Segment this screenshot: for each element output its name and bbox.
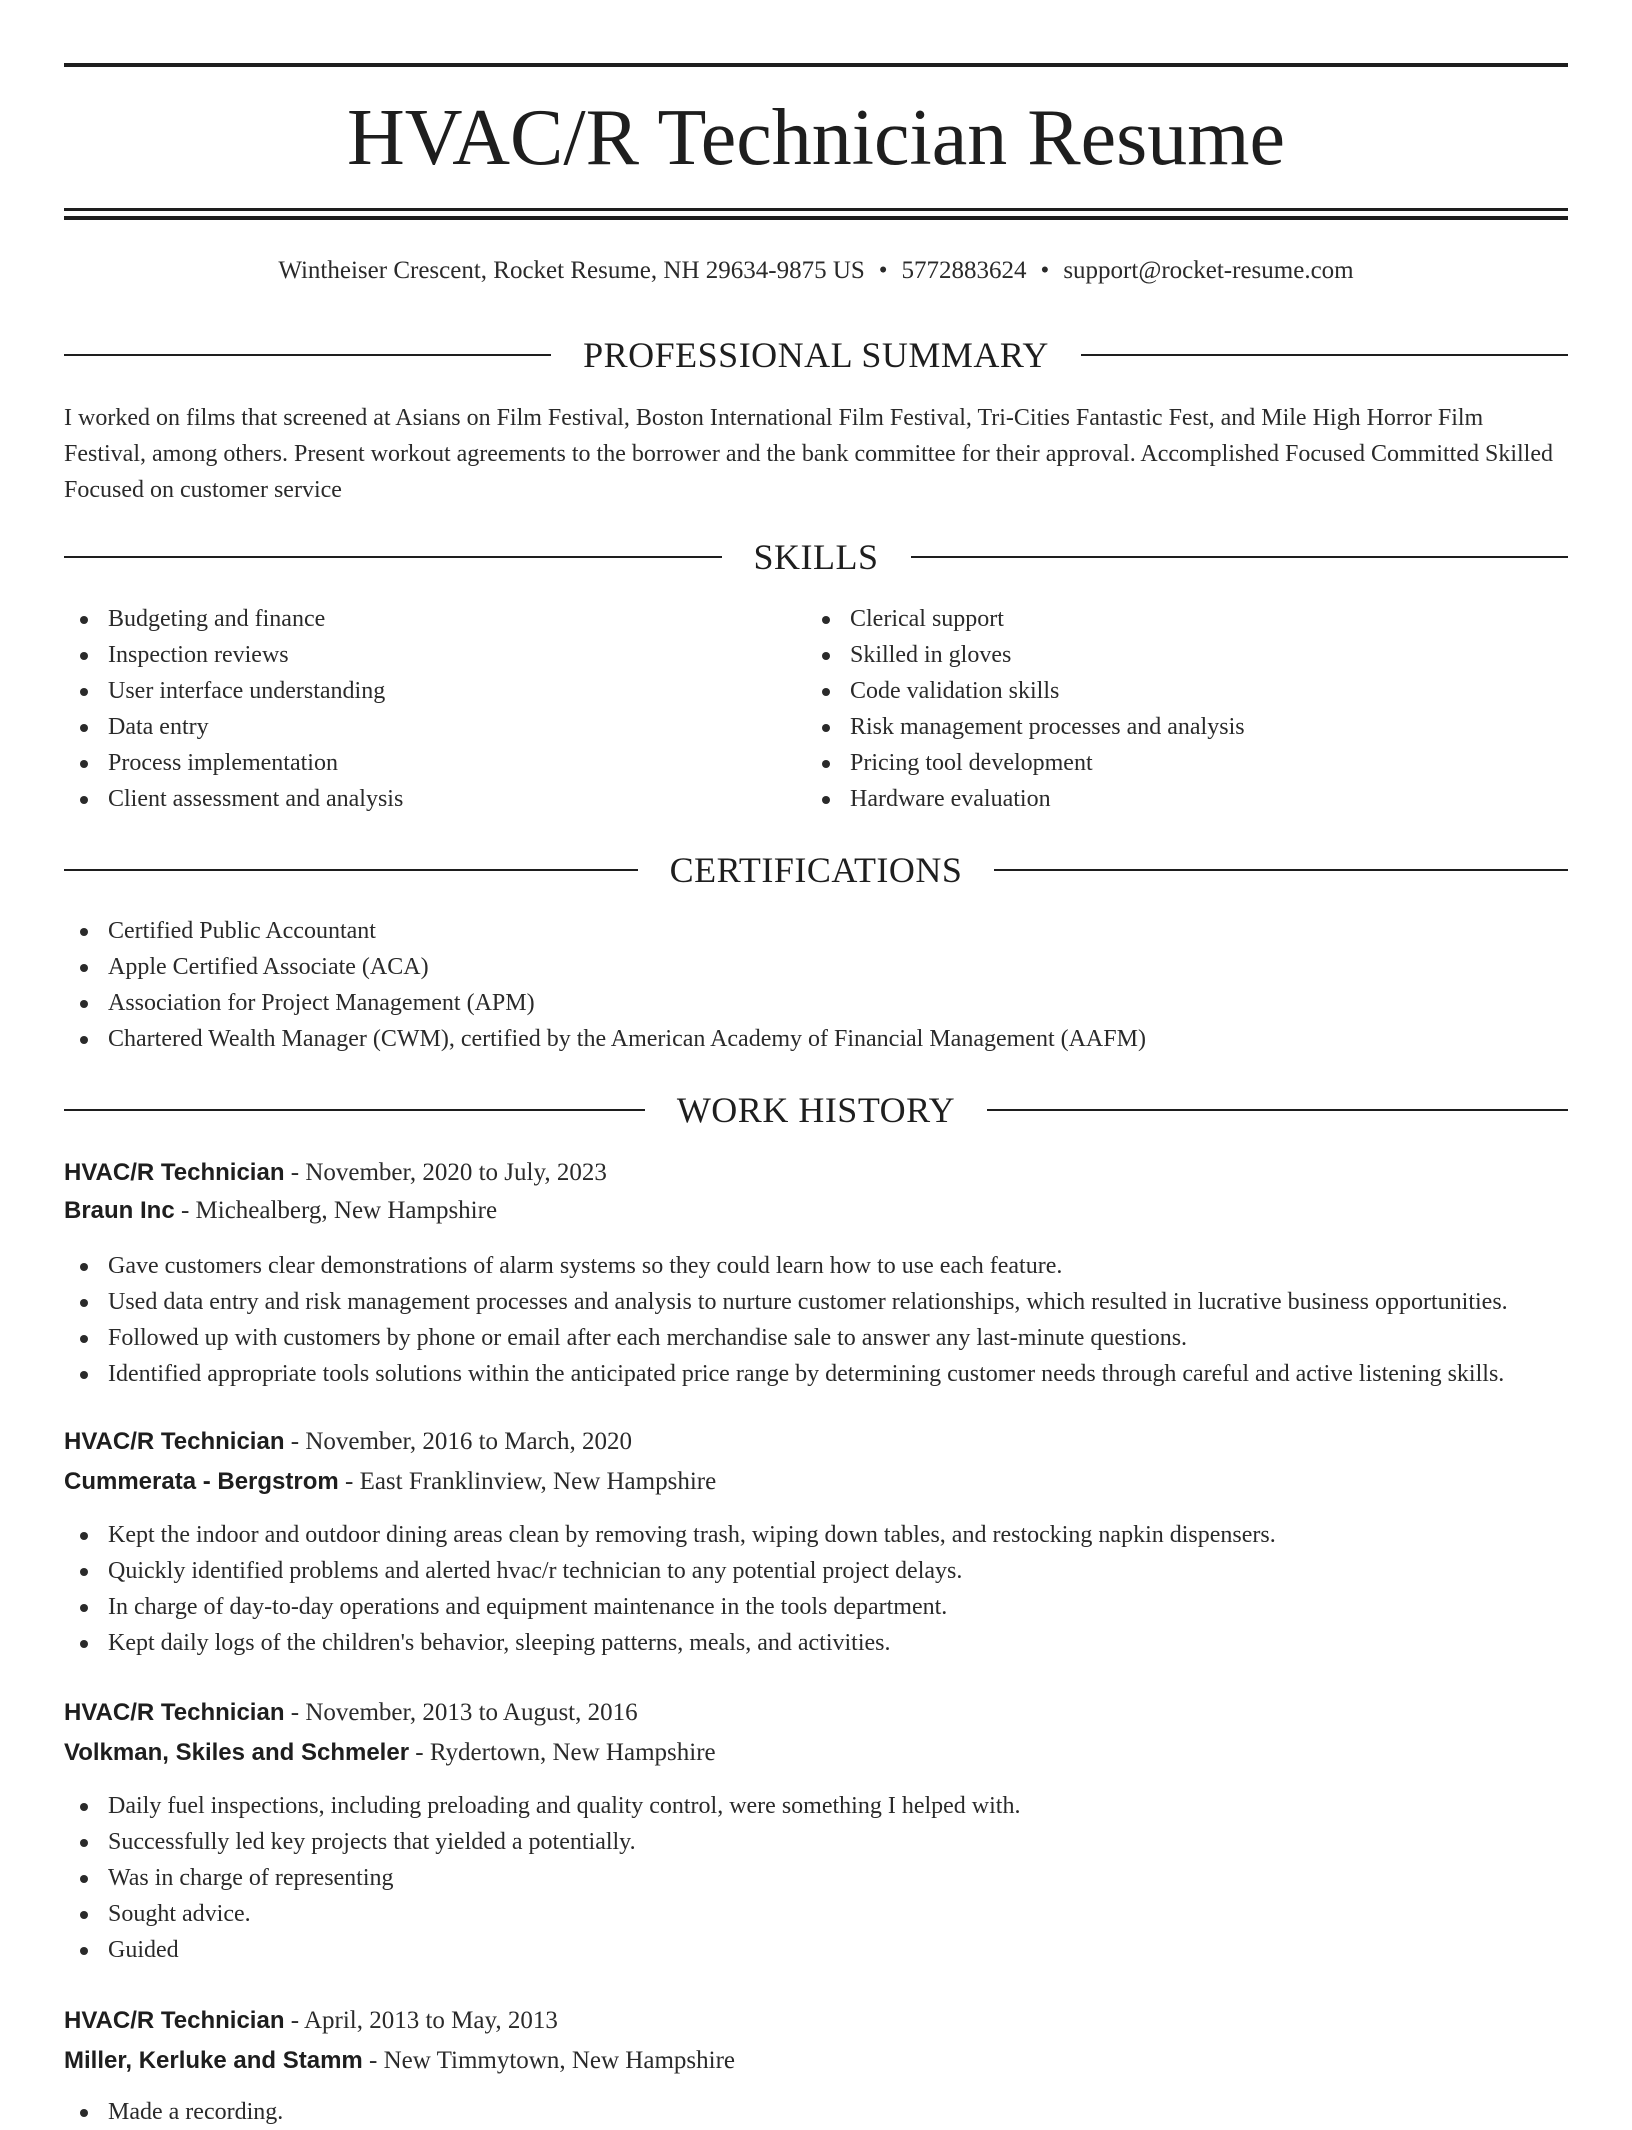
skills-heading [64,535,1568,579]
job-duties-list [64,1248,1568,1392]
job-title-line: HVAC/R Technician - April, 2013 to May, 2013 [64,2007,558,2034]
skill-item: Client assessment and analysis [64,781,764,817]
heading-rule-right [1081,354,1568,356]
job-location: East Franklinview, New Hampshire [359,1468,717,1495]
contact-email: support@rocket-resume.com [1063,257,1354,284]
job-location: Rydertown, New Hampshire [429,1739,716,1766]
job-title-line: HVAC/R Technician - November, 2020 to July, 2023 [64,1159,607,1186]
job-company: Volkman, Skiles and Schmeler [64,1739,410,1766]
skill-item: User interface understanding [64,673,764,709]
certification-item: Association for Project Management (APM) [64,985,1568,1021]
job-title: HVAC/R Technician [64,1159,285,1186]
contact-line [64,254,1568,288]
job-duty: Made a recording. [64,2094,1568,2130]
work-history-heading [64,1088,1568,1132]
contact-phone: 5772883624 [901,257,1027,284]
skill-item: Data entry [64,709,764,745]
title-rule-upper [64,208,1568,211]
job-duty: Used data entry and risk management processes and analysis to nurture customer relationships, which resulted in lucrative business opportunities. [64,1284,1568,1320]
job-dates: November, 2013 to August, 2016 [305,1699,638,1726]
certification-item: Apple Certified Associate (ACA) [64,949,1568,985]
certification-item: Chartered Wealth Manager (CWM), certified by the American Academy of Financial Management (AAFM) [64,1021,1568,1057]
job-company: Miller, Kerluke and Stamm [64,2047,363,2074]
job-location: Michealberg, New Hampshire [195,1197,498,1224]
heading-rule-left [64,869,638,871]
job-duty: Daily fuel inspections, including preloading and quality control, were something I helped with. [64,1788,1568,1824]
job-company: Cummerata - Bergstrom [64,1468,339,1495]
skill-item: Risk management processes and analysis [806,709,1568,745]
skill-item: Clerical support [806,601,1568,637]
certifications-list [64,913,1568,1057]
job-company: Braun Inc [64,1197,175,1224]
contact-separator: • [1040,257,1050,284]
resume-title: HVAC/R Technician Resume [346,94,1285,182]
job-company-line: Cummerata - Bergstrom - East Franklinview, New Hampshire [64,1468,717,1495]
job-company-line: Braun Inc - Michealberg, New Hampshire [64,1197,498,1224]
certifications-heading [64,848,1568,892]
summary-text: I worked on films that screened at Asians on Film Festival, Boston International Film Festival, Tri-Cities Fantastic Fest, and Mile High Horror Film Festival, among others. Present workout agreements to the borrower and the bank committee for their approval. Accomplished Focused Committed Skilled Focused on customer service [64,405,1553,503]
job-title: HVAC/R Technician [64,2007,285,2034]
certifications-title: CERTIFICATIONS [669,850,963,890]
job-duty: Gave customers clear demonstrations of alarm systems so they could learn how to use each feature. [64,1248,1568,1284]
job-duties-list [64,1788,1568,1968]
heading-rule-left [64,556,722,558]
job-duty: Followed up with customers by phone or email after each merchandise sale to answer any last-minute questions. [64,1320,1568,1356]
skill-item: Process implementation [64,745,764,781]
work-history-title: WORK HISTORY [676,1090,956,1130]
summary-title: PROFESSIONAL SUMMARY [583,335,1049,375]
job-duty: Guided [64,1932,1568,1968]
job-dates: April, 2013 to May, 2013 [303,2007,558,2034]
heading-rule-right [994,869,1568,871]
job-duty: Quickly identified problems and alerted hvac/r technician to any potential project delays. [64,1553,1568,1589]
job-dates: November, 2020 to July, 2023 [305,1159,607,1186]
skill-item: Code validation skills [806,673,1568,709]
job-duty: Was in charge of representing [64,1860,1568,1896]
job-duty: Sought advice. [64,1896,1568,1932]
certification-item: Certified Public Accountant [64,913,1568,949]
skill-item: Pricing tool development [806,745,1568,781]
job-title: HVAC/R Technician [64,1699,285,1726]
job-duties-list [64,1517,1568,1661]
heading-rule-left [64,354,551,356]
summary-heading [64,333,1568,377]
contact-separator: • [878,257,888,284]
heading-rule-right [987,1109,1568,1111]
job-title: HVAC/R Technician [64,1428,285,1455]
job-company-line: Volkman, Skiles and Schmeler - Rydertown, New Hampshire [64,1739,716,1766]
skills-list-left [64,601,764,817]
skills-list-right [806,601,1568,817]
skill-item: Inspection reviews [64,637,764,673]
skill-item: Hardware evaluation [806,781,1568,817]
top-rule [64,63,1568,67]
job-duty: In charge of day-to-day operations and equipment maintenance in the tools department. [64,1589,1568,1625]
skill-item: Skilled in gloves [806,637,1568,673]
skills-title: SKILLS [753,537,879,577]
heading-rule-left [64,1109,645,1111]
job-location: New Timmytown, New Hampshire [383,2047,735,2074]
job-duty: Successfully led key projects that yielded a potentially. [64,1824,1568,1860]
job-duties-list [64,2094,1568,2130]
heading-rule-right [911,556,1569,558]
job-title-line: HVAC/R Technician - November, 2013 to August, 2016 [64,1699,638,1726]
job-duty: Identified appropriate tools solutions within the anticipated price range by determining customer needs through careful and active listening skills. [64,1356,1568,1392]
job-company-line: Miller, Kerluke and Stamm - New Timmytown, New Hampshire [64,2047,735,2074]
title-rule-lower [64,216,1568,220]
job-dates: November, 2016 to March, 2020 [305,1428,633,1455]
job-title-line: HVAC/R Technician - November, 2016 to March, 2020 [64,1428,633,1455]
job-duty: Kept the indoor and outdoor dining areas clean by removing trash, wiping down tables, and restocking napkin dispensers. [64,1517,1568,1553]
skill-item: Budgeting and finance [64,601,764,637]
job-duty: Kept daily logs of the children's behavior, sleeping patterns, meals, and activities. [64,1625,1568,1661]
contact-address: Wintheiser Crescent, Rocket Resume, NH 29634-9875 US [278,257,865,284]
